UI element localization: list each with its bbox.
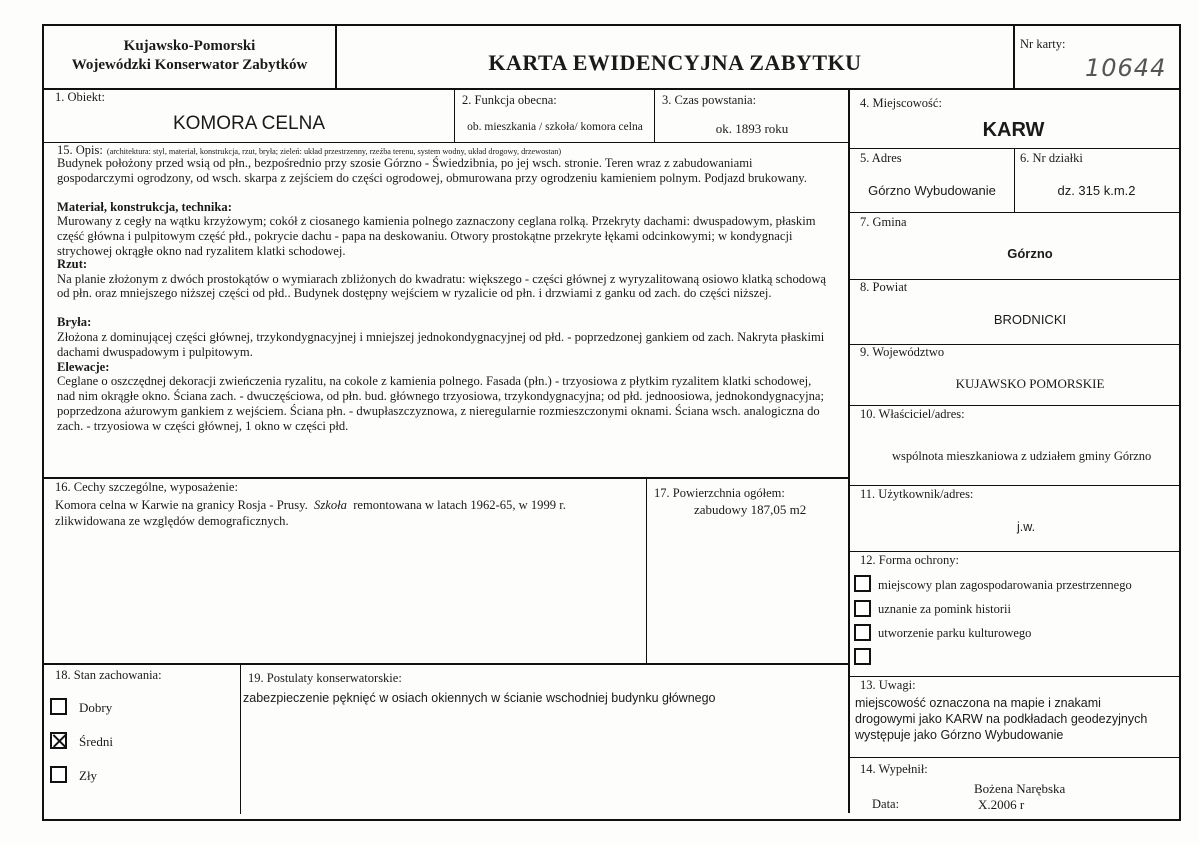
condition-good-checkbox[interactable] bbox=[50, 698, 67, 715]
massing-heading: Bryła: bbox=[57, 315, 92, 330]
issuer-name: Kujawsko-Pomorski bbox=[123, 38, 256, 54]
features-label: 16. Cechy szczególne, wyposażenie: bbox=[55, 480, 238, 494]
commune-value: Górzno bbox=[1007, 246, 1053, 261]
function-label: 2. Funkcja obecna: bbox=[462, 93, 557, 107]
plan-heading: Rzut: bbox=[57, 256, 88, 271]
remarks-line-1: miejscowość oznaczona na mapie i znakami bbox=[855, 696, 1101, 710]
locality-value: KARW bbox=[982, 119, 1045, 141]
address-value: Górzno Wybudowanie bbox=[868, 183, 996, 198]
county-value: BRODNICKI bbox=[993, 312, 1067, 327]
condition-label: 18. Stan zachowania: bbox=[55, 668, 162, 682]
date-built-value: ok. 1893 roku bbox=[715, 121, 789, 136]
protection-option-2: uznanie za pomink historii bbox=[878, 602, 1011, 616]
remarks-line-3: występuje jako Górzno Wybudowanie bbox=[855, 728, 1064, 742]
description-label: 15. Opis: bbox=[57, 143, 103, 157]
address-label: 5. Adres bbox=[860, 151, 902, 165]
voivodeship-value: KUJAWSKO POMORSKIE bbox=[955, 376, 1105, 391]
card-number: 10644 bbox=[1085, 54, 1167, 82]
date-value: X.2006 r bbox=[978, 797, 1025, 812]
protection-checkbox-1[interactable] bbox=[854, 575, 871, 592]
description-hint: (architektura: styl, materiał, konstrukcja, rzut, bryła; zieleń: układ przestrzenny, rzeźba terenu, system wodny, układ drogowy, drzewostan) bbox=[106, 147, 562, 156]
protection-checkbox-2[interactable] bbox=[854, 600, 871, 617]
owner-label: 10. Właściciel/adres: bbox=[860, 407, 965, 421]
remarks-label: 13. Uwagi: bbox=[860, 678, 916, 692]
card-title: KARTA EWIDENCYJNA ZABYTKU bbox=[488, 50, 862, 75]
header-divider bbox=[42, 88, 1179, 90]
area-label: 17. Powierzchnia ogółem: bbox=[654, 486, 785, 500]
postulates-label: 19. Postulaty konserwatorskie: bbox=[248, 671, 402, 685]
protection-checkbox-3[interactable] bbox=[854, 624, 871, 641]
voivodeship-label: 9. Województwo bbox=[860, 345, 945, 359]
remarks-line-2: drogowymi jako KARW na podkładach geodezyjnych bbox=[855, 712, 1148, 726]
object-label: 1. Obiekt: bbox=[55, 90, 105, 104]
condition-bad-checkbox[interactable] bbox=[50, 766, 67, 783]
issuer-office: Wojewódzki Konserwator Zabytków bbox=[71, 57, 308, 73]
condition-good-label: Dobry bbox=[79, 700, 113, 715]
protection-label: 12. Forma ochrony: bbox=[860, 553, 959, 567]
commune-label: 7. Gmina bbox=[860, 215, 907, 229]
protection-checkbox-4[interactable] bbox=[854, 648, 871, 665]
county-label: 8. Powiat bbox=[860, 280, 908, 294]
material-heading: Materiał, konstrukcja, technika: bbox=[57, 199, 232, 214]
function-value: ob. mieszkania / szkoła/ komora celna bbox=[467, 121, 643, 133]
date-built-label: 3. Czas powstania: bbox=[662, 93, 757, 107]
user-label: 11. Użytkownik/adres: bbox=[860, 487, 974, 501]
plot-label: 6. Nr działki bbox=[1020, 151, 1083, 165]
user-value: j.w. bbox=[1017, 520, 1036, 534]
condition-medium-label: Średni bbox=[79, 734, 113, 749]
protection-option-3: utworzenie parku kulturowego bbox=[878, 626, 1032, 640]
filled-by-name: Bożena Narębska bbox=[974, 781, 1066, 796]
card-number-label: Nr karty: bbox=[1020, 37, 1066, 51]
object-name: KOMORA CELNA bbox=[172, 113, 326, 134]
elevations-heading: Elewacje: bbox=[57, 359, 110, 374]
plot-value: dz. 315 k.m.2 bbox=[1057, 183, 1136, 198]
date-label: Data: bbox=[872, 797, 900, 811]
condition-bad-label: Zły bbox=[79, 768, 98, 783]
locality-label: 4. Miejscowość: bbox=[860, 96, 942, 110]
postulates-value: zabezpieczenie pęknięć w osiach okiennych w ścianie wschodniej budynku głównego bbox=[243, 691, 716, 705]
protection-option-1: miejscowy plan zagospodarowania przestrzennego bbox=[878, 578, 1132, 592]
owner-value: wspólnota mieszkaniowa z udziałem gminy Górzno bbox=[892, 449, 1152, 463]
features-line-2: zlikwidowana ze względów demograficznych. bbox=[55, 514, 289, 528]
description-body: Budynek położony przed wsią od płn., bezpośrednio przy szosie Górzno - Świedzibnia, po jej wsch. stronie. Teren wraz z zabudowaniami gospodarczymi ogrodzony, od wsch. skarpa z zejściem do części ogrodowej, obmurowana przy ogrodzeniu kamieniem polnym. Podjazd brukowany. Materiał, konstrukcja, technika: Murowany z cegły na wątku krzyżowym; cokół z ciosanego kamienia polnego zaznaczony ceglana rolką. Przekryty dachami: dwuspadowym, płaskim część główna i pulpitowym część płd., pokrycie dachu - papa na deskowaniu. Otwory prostokątne przekryte łękami odcinkowymi; w kondygnacji strychowej okrągłe okno nad ryzalitem klatki schodowej. Rzut: Na planie złożonym z dwóch prostokątów o wymiarach zbliżonych do kwadratu: większego - części głównej z wyryzalitowaną osiowo klatką schodową od płn. oraz mniejszego niższej części od płd.. Budynek dostępny wejściem w ryzalicie od płn. i drzwiami z ganku od zach. do części niższej. Bryła: Złożona z dominującej części głównej, trzykondygnacyjnej i mniejszej jednokondygnacyjnej od płd. - poprzedzonej gankiem od zach. Nakryta płaskimi dachami dwuspadowym i pulpitowym. Elewacje: Ceglane o oszczędnej dekoracji zwieńczenia ryzalitu, na cokole z kamienia polnego. Fasada (płn.) - trzyosiowa z płytkim ryzalitem klatki schodowej, nad nim okrągłe okno. Ściana zach. - dwuczęściowa, od płn. bud. głównego trzyosiowa, trzykondygnacyjna; od płd. jednoosiowa, jednokondygnacyjna; poprzedzona ażurowym gankiem z wejściem. Ściana płn. - dwupłaszczyznowa, z nieregularnie rozmieszczonymi oknami. Ściana wsch. analogiczna do zach. - trzyosiowa w części głównej, 1 okno w części płd. bbox=[57, 156, 847, 434]
area-value: zabudowy 187,05 m2 bbox=[694, 502, 807, 517]
filled-by-label: 14. Wypełnił: bbox=[860, 762, 928, 776]
condition-medium-checkbox[interactable] bbox=[50, 732, 67, 749]
features-line-1: Komora celna w Karwie na granicy Rosja - Prusy. Szkoła remontowana w latach 1962-65, w 1999 r. bbox=[55, 498, 566, 512]
